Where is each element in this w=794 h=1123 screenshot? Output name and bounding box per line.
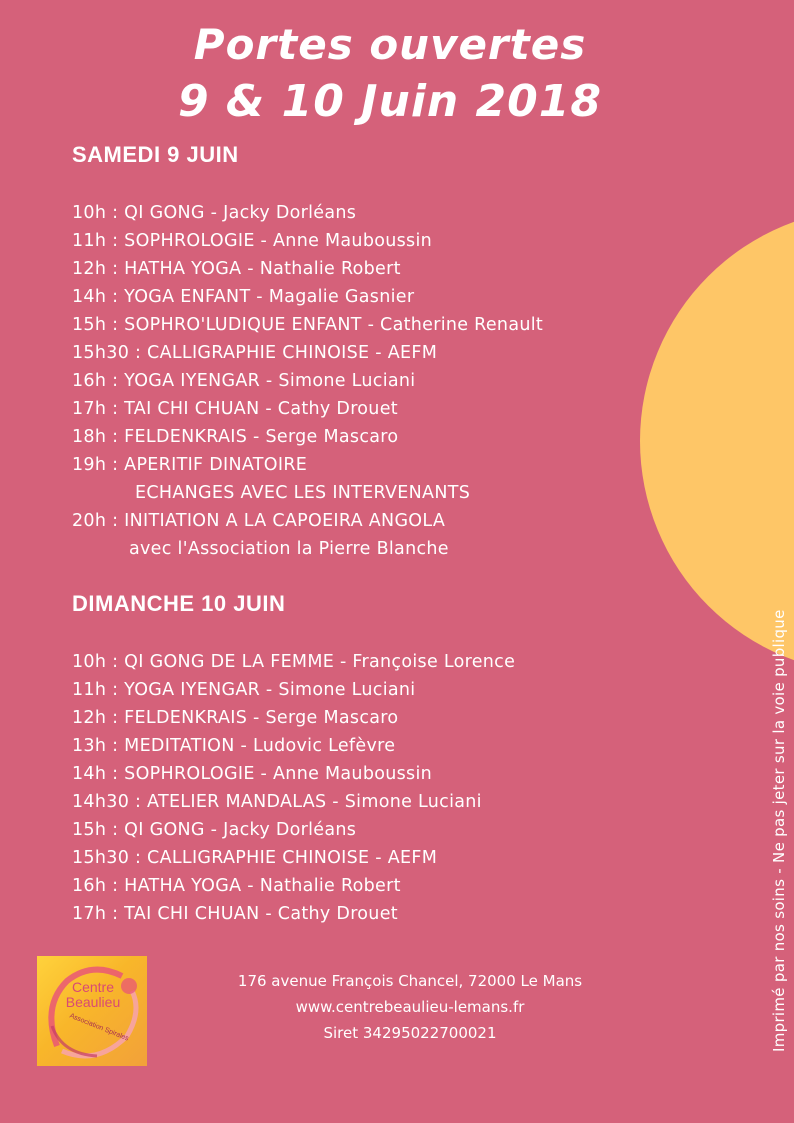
schedule-item: 15h30 : CALLIGRAPHIE CHINOISE - AEFM (72, 343, 438, 363)
schedule-item: 10h : QI GONG DE LA FEMME - Françoise Lorence (72, 652, 516, 672)
schedule-item: 14h : YOGA ENFANT - Magalie Gasnier (72, 287, 415, 307)
schedule-item: 15h : SOPHRO'LUDIQUE ENFANT - Catherine Renault (72, 315, 544, 335)
schedule-item: 17h : TAI CHI CHUAN - Cathy Drouet (72, 904, 398, 924)
schedule-item: 15h30 : CALLIGRAPHIE CHINOISE - AEFM (72, 848, 438, 868)
schedule-item: 10h : QI GONG - Jacky Dorléans (72, 203, 357, 223)
schedule-item: 16h : HATHA YOGA - Nathalie Robert (72, 876, 401, 896)
schedule-item: 14h : SOPHROLOGIE - Anne Mauboussin (72, 764, 433, 784)
schedule-item: 14h30 : ATELIER MANDALAS - Simone Luciani (72, 792, 482, 812)
schedule-item: 11h : YOGA IYENGAR - Simone Luciani (72, 680, 416, 700)
address-block (210, 968, 610, 1046)
centre-beaulieu-logo (37, 956, 147, 1066)
schedule-item: 12h : HATHA YOGA - Nathalie Robert (72, 259, 401, 279)
logo-name: Centre Beaulieu (65, 979, 121, 1010)
schedule-item: 11h : SOPHROLOGIE - Anne Mauboussin (72, 231, 433, 251)
street-address: 176 avenue François Chancel, 72000 Le Mans (237, 972, 583, 990)
schedule-item: 19h : APERITIF DINATOIRE (72, 455, 308, 475)
schedule-item: 16h : YOGA IYENGAR - Simone Luciani (72, 371, 416, 391)
website: www.centrebeaulieu-lemans.fr (295, 998, 525, 1016)
title-line-2: 9 & 10 Juin 2018 (177, 76, 603, 127)
schedule-item: 12h : FELDENKRAIS - Serge Mascaro (72, 708, 399, 728)
schedule-item: 18h : FELDENKRAIS - Serge Mascaro (72, 427, 399, 447)
schedule-item-continuation: ECHANGES AVEC LES INTERVENANTS (135, 483, 471, 503)
saturday-schedule (72, 199, 543, 563)
logo-subtitle: Association Spirales (68, 1012, 130, 1043)
schedule-item-continuation: avec l'Association la Pierre Blanche (129, 539, 449, 559)
schedule-item: 15h : QI GONG - Jacky Dorléans (72, 820, 357, 840)
logo-swirl-icon (37, 956, 147, 1066)
saturday-heading: SAMEDI 9 JUIN (72, 142, 239, 167)
schedule-item: 20h : INITIATION A LA CAPOEIRA ANGOLA (72, 511, 446, 531)
footer-note: Imprimé par nos soins - Ne pas jeter sur la voie publique (770, 609, 788, 1052)
sunday-heading: DIMANCHE 10 JUIN (72, 591, 286, 616)
sunday-schedule (72, 648, 515, 928)
siret: Siret 34295022700021 (323, 1024, 497, 1042)
decorative-circle (640, 208, 794, 674)
schedule-item: 17h : TAI CHI CHUAN - Cathy Drouet (72, 399, 398, 419)
title-line-1: Portes ouvertes (193, 20, 587, 69)
schedule-item: 13h : MEDITATION - Ludovic Lefèvre (72, 736, 396, 756)
